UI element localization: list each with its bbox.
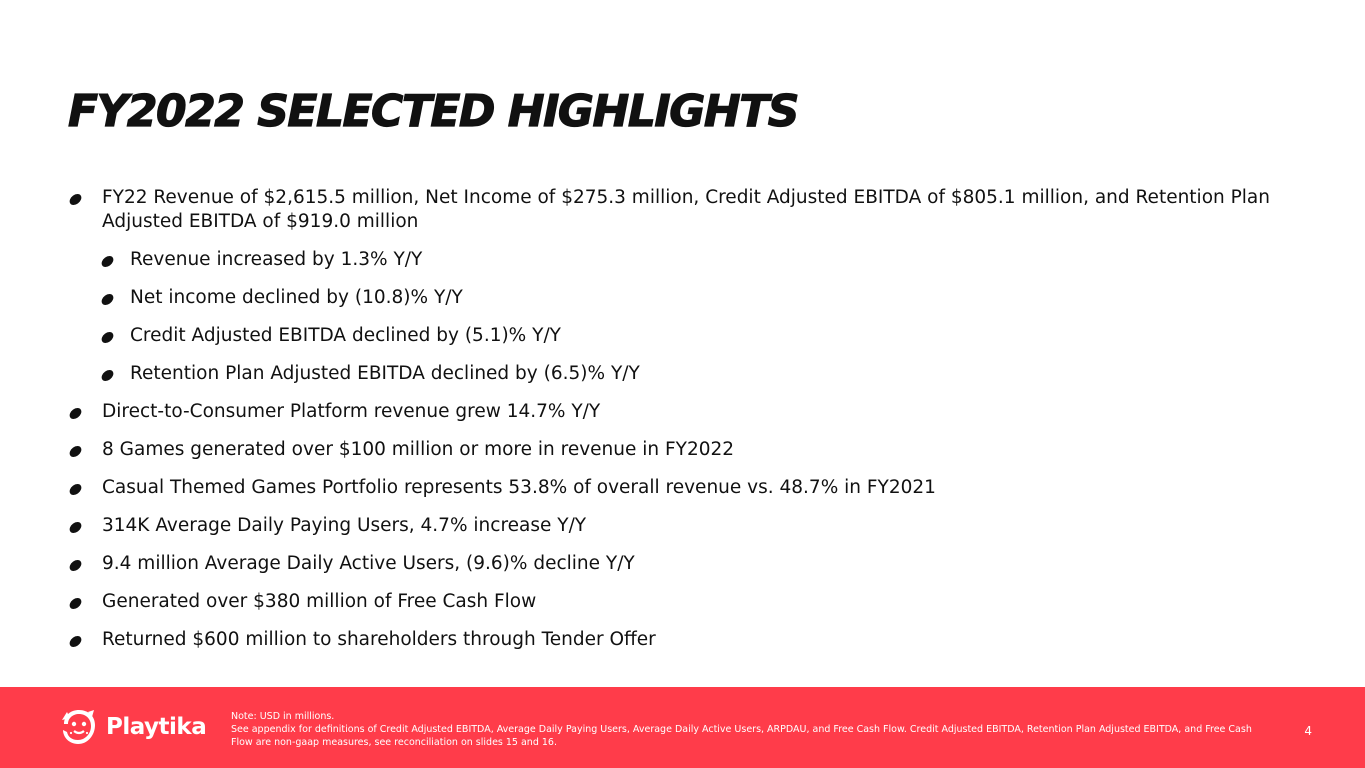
bullet-text: Credit Adjusted EBITDA declined by (5.1)% Y/Y <box>130 325 561 346</box>
list-item <box>68 514 1288 538</box>
list-item <box>68 324 1288 348</box>
bullet-text: 314K Average Daily Paying Users, 4.7% increase Y/Y <box>102 515 587 536</box>
bullet-text: Generated over $380 million of Free Cash Flow <box>102 591 537 612</box>
bullet-text: Net income declined by (10.8)% Y/Y <box>130 287 463 308</box>
bullet-icon <box>68 636 83 647</box>
bullet-icon <box>68 484 83 495</box>
highlights-list <box>68 186 1288 666</box>
list-item <box>68 628 1288 652</box>
bullet-text: Casual Themed Games Portfolio represents 53.8% of overall revenue vs. 48.7% in FY2021 <box>102 477 936 498</box>
bullet-icon <box>100 332 115 343</box>
bullet-text: Direct-to-Consumer Platform revenue grew 14.7% Y/Y <box>102 401 601 422</box>
bullet-icon <box>68 522 83 533</box>
list-item <box>68 248 1288 272</box>
bullet-icon <box>68 446 83 457</box>
list-item <box>68 438 1288 462</box>
slide-title: FY2022 SELECTED HIGHLIGHTS <box>68 86 798 137</box>
bullet-text: Retention Plan Adjusted EBITDA declined by (6.5)% Y/Y <box>130 363 640 384</box>
bullet-icon <box>68 598 83 609</box>
bullet-icon <box>100 370 115 381</box>
bullet-text: Revenue increased by 1.3% Y/Y <box>130 249 423 270</box>
bullet-icon <box>68 194 83 205</box>
bullet-text: 8 Games generated over $100 million or more in revenue in FY2022 <box>102 439 735 460</box>
list-item <box>68 186 1288 234</box>
bullet-text: 9.4 million Average Daily Active Users, (9.6)% decline Y/Y <box>102 553 635 574</box>
list-item <box>68 362 1288 386</box>
bullet-icon <box>100 294 115 305</box>
footnote <box>231 710 1271 749</box>
page-number: 4 <box>1304 724 1312 738</box>
list-item <box>68 590 1288 614</box>
bullet-icon <box>68 560 83 571</box>
bullet-text: FY22 Revenue of $2,615.5 million, Net Income of $275.3 million, Credit Adjusted EBITDA of $805.1 million, and Retention Plan Adjusted EBITDA of $919.0 million <box>102 187 1270 232</box>
playtika-logo <box>58 707 206 747</box>
bullet-text: Returned $600 million to shareholders through Tender Offer <box>102 629 656 650</box>
list-item <box>68 400 1288 424</box>
footnote-line: See appendix for definitions of Credit Adjusted EBITDA, Average Daily Paying Users, Average Daily Active Users, ARPDAU, and Free Cash Flow. Credit Adjusted EBITDA, Retention Plan Adjusted EBITDA, and Free Cash Flow are non-gaap measures, see reconciliation on slides 15 and 16. <box>231 724 1252 748</box>
cheetah-logo-icon <box>58 706 100 748</box>
bullet-icon <box>100 256 115 267</box>
list-item <box>68 286 1288 310</box>
footer-bar <box>0 687 1365 768</box>
list-item <box>68 476 1288 500</box>
bullet-icon <box>68 408 83 419</box>
list-item <box>68 552 1288 576</box>
logo-text: Playtika <box>106 714 207 740</box>
footnote-line: Note: USD in millions. <box>231 711 335 722</box>
